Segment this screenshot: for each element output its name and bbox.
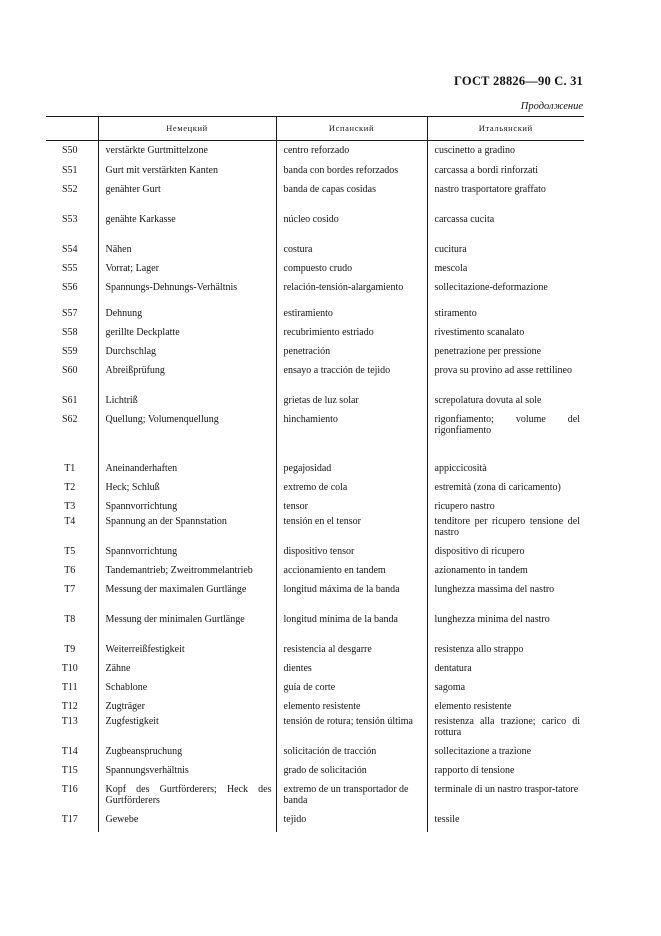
term-italian: dispositivo di ricupero <box>427 542 584 561</box>
term-spanish: resistencia al desgarre <box>276 640 427 659</box>
term-italian: sollecitazione-deformazione <box>427 278 584 304</box>
term-german: Dehnung <box>98 304 276 323</box>
continuation-label: Продолжение <box>520 101 583 112</box>
term-german: Lichtriß <box>98 391 276 410</box>
table-row <box>46 410 584 459</box>
term-code: T11 <box>61 681 78 693</box>
term-italian: mescola <box>427 259 584 278</box>
table-row <box>46 361 584 391</box>
term-spanish: recubrimiento estriado <box>276 323 427 342</box>
table-row <box>46 712 584 742</box>
term-italian: resistenza alla trazione; carico di rottura <box>427 712 584 742</box>
term-german: Vorrat; Lager <box>98 259 276 278</box>
term-german: Zugträger <box>98 697 276 712</box>
term-german: gerillte Deckplatte <box>98 323 276 342</box>
term-spanish: hinchamiento <box>276 410 427 459</box>
term-spanish: extremo de un transportador de banda <box>276 780 427 810</box>
term-code: S52 <box>61 183 78 195</box>
table-row <box>46 304 584 323</box>
term-german: Messung der maximalen Gurtlänge <box>98 580 276 610</box>
column-header-german: Немецкий <box>98 117 276 141</box>
term-german: Kopf des Gurtförderers; Heck des Gurtförderers <box>98 780 276 810</box>
table-row <box>46 342 584 361</box>
table-row <box>46 640 584 659</box>
term-italian: sollecitazione a trazione <box>427 742 584 761</box>
term-german: Durchschlag <box>98 342 276 361</box>
term-italian: cuscinetto a gradino <box>427 141 584 161</box>
term-german: Abreißprüfung <box>98 361 276 391</box>
table-row <box>46 678 584 697</box>
term-spanish: dispositivo tensor <box>276 542 427 561</box>
term-spanish: costura <box>276 240 427 259</box>
term-code: T13 <box>61 715 78 727</box>
term-italian: ricupero nastro <box>427 497 584 512</box>
term-italian: azionamento in tandem <box>427 561 584 580</box>
term-italian: cucitura <box>427 240 584 259</box>
table-row <box>46 580 584 610</box>
term-italian: lunghezza massima del nastro <box>427 580 584 610</box>
term-code: T17 <box>61 813 78 825</box>
term-code: T5 <box>64 545 76 557</box>
term-code: T2 <box>64 481 76 493</box>
term-spanish: elemento resistente <box>276 697 427 712</box>
table-row <box>46 542 584 561</box>
table-row <box>46 697 584 712</box>
term-italian: tessile <box>427 810 584 832</box>
table-row <box>46 240 584 259</box>
term-german: Gurt mit verstärkten Kanten <box>98 161 276 180</box>
term-spanish: extremo de cola <box>276 478 427 497</box>
term-german: Spannungs-Dehnungs-Verhältnis <box>98 278 276 304</box>
table-row <box>46 391 584 410</box>
term-code: S56 <box>61 281 78 293</box>
term-german: Tandemantrieb; Zweitrommelantrieb <box>98 561 276 580</box>
term-code: S59 <box>61 345 78 357</box>
term-code: S61 <box>61 394 78 406</box>
term-italian: appiccicosità <box>427 459 584 478</box>
term-german: Aneinanderhaften <box>98 459 276 478</box>
term-code: T14 <box>61 745 78 757</box>
term-spanish: banda de capas cosidas <box>276 180 427 210</box>
table-row <box>46 161 584 180</box>
term-italian: estremità (zona di caricamento) <box>427 478 584 497</box>
table-row <box>46 610 584 640</box>
term-german: verstärkte Gurtmittelzone <box>98 141 276 161</box>
term-code: T16 <box>61 783 78 795</box>
term-german: Zugfestigkeit <box>98 712 276 742</box>
term-spanish: tensión en el tensor <box>276 512 427 542</box>
term-italian: screpolatura dovuta al sole <box>427 391 584 410</box>
table-row <box>46 761 584 780</box>
table-row <box>46 141 584 161</box>
term-spanish: banda con bordes reforzados <box>276 161 427 180</box>
column-header-code <box>46 117 98 141</box>
term-italian: lunghezza minima del nastro <box>427 610 584 640</box>
term-italian: rapporto di tensione <box>427 761 584 780</box>
term-code: T6 <box>64 564 76 576</box>
term-german: Weiterreißfestigkeit <box>98 640 276 659</box>
term-spanish: tejido <box>276 810 427 832</box>
table-row <box>46 259 584 278</box>
term-spanish: compuesto crudo <box>276 259 427 278</box>
column-header-spanish: Испанский <box>276 117 427 141</box>
term-spanish: guía de corte <box>276 678 427 697</box>
term-german: genähter Gurt <box>98 180 276 210</box>
term-italian: carcassa cucita <box>427 210 584 240</box>
term-italian: terminale di un nastro traspor-tatore <box>427 780 584 810</box>
term-italian: tenditore per ricupero tensione del nastro <box>427 512 584 542</box>
term-italian: elemento resistente <box>427 697 584 712</box>
term-german: genähte Karkasse <box>98 210 276 240</box>
term-german: Gewebe <box>98 810 276 832</box>
term-italian: rivestimento scanalato <box>427 323 584 342</box>
table-row <box>46 780 584 810</box>
table-row <box>46 478 584 497</box>
term-spanish: relación-tensión-alargamiento <box>276 278 427 304</box>
table-row <box>46 561 584 580</box>
table-row <box>46 659 584 678</box>
table-row <box>46 512 584 542</box>
term-italian: carcassa a bordi rinforzati <box>427 161 584 180</box>
term-code: S54 <box>61 243 78 255</box>
terminology-table <box>46 116 584 832</box>
term-spanish: penetración <box>276 342 427 361</box>
term-spanish: accionamiento en tandem <box>276 561 427 580</box>
term-code: T12 <box>61 700 78 712</box>
term-code: T8 <box>64 613 76 625</box>
table-row <box>46 278 584 304</box>
term-code: S53 <box>61 213 78 225</box>
term-german: Spannungsverhältnis <box>98 761 276 780</box>
table-header-row <box>46 117 584 141</box>
column-header-italian: Итальянский <box>427 117 584 141</box>
term-spanish: longitud mínima de la banda <box>276 610 427 640</box>
term-german: Quellung; Volumenquellung <box>98 410 276 459</box>
table-row <box>46 742 584 761</box>
term-spanish: núcleo cosido <box>276 210 427 240</box>
term-german: Zähne <box>98 659 276 678</box>
term-italian: dentatura <box>427 659 584 678</box>
table-row <box>46 459 584 478</box>
term-german: Heck; Schluß <box>98 478 276 497</box>
term-code: S62 <box>61 413 78 425</box>
term-code: S51 <box>61 164 78 176</box>
term-german: Spannvorrichtung <box>98 497 276 512</box>
term-spanish: solicitación de tracción <box>276 742 427 761</box>
term-spanish: grado de solicitación <box>276 761 427 780</box>
term-code: T3 <box>64 500 76 512</box>
term-code: T7 <box>64 583 76 595</box>
term-spanish: pegajosidad <box>276 459 427 478</box>
page-header: ГОСТ 28826—90 С. 31 <box>454 74 583 88</box>
term-spanish: tensor <box>276 497 427 512</box>
term-spanish: tensión de rotura; tensión última <box>276 712 427 742</box>
term-code: S57 <box>61 307 78 319</box>
term-german: Spannung an der Spannstation <box>98 512 276 542</box>
term-code: T1 <box>64 462 76 474</box>
term-german: Schablone <box>98 678 276 697</box>
term-german: Spannvorrichtung <box>98 542 276 561</box>
table-row <box>46 323 584 342</box>
term-spanish: dientes <box>276 659 427 678</box>
term-german: Zugbeanspruchung <box>98 742 276 761</box>
term-spanish: longitud máxima de la banda <box>276 580 427 610</box>
term-spanish: ensayo a tracción de tejido <box>276 361 427 391</box>
term-italian: stiramento <box>427 304 584 323</box>
term-italian: nastro trasportatore graffato <box>427 180 584 210</box>
table-row <box>46 810 584 832</box>
term-code: S58 <box>61 326 78 338</box>
term-italian: sagoma <box>427 678 584 697</box>
term-spanish: estiramiento <box>276 304 427 323</box>
term-italian: penetrazione per pressione <box>427 342 584 361</box>
table-body <box>46 141 584 832</box>
term-code: S55 <box>61 262 78 274</box>
term-spanish: grietas de luz solar <box>276 391 427 410</box>
term-german: Nähen <box>98 240 276 259</box>
term-german: Messung der minimalen Gurtlänge <box>98 610 276 640</box>
term-italian: rigonfiamento; volume del rigonfiamento <box>427 410 584 459</box>
table-row <box>46 180 584 210</box>
term-code: T4 <box>64 515 76 527</box>
term-code: T10 <box>61 662 78 674</box>
term-italian: resistenza allo strappo <box>427 640 584 659</box>
term-code: S50 <box>61 145 78 156</box>
term-code: T15 <box>61 764 78 776</box>
table-row <box>46 497 584 512</box>
term-spanish: centro reforzado <box>276 141 427 161</box>
term-code: S60 <box>61 364 78 376</box>
table-row <box>46 210 584 240</box>
term-italian: prova su provino ad asse rettilineo <box>427 361 584 391</box>
term-code: T9 <box>64 643 76 655</box>
